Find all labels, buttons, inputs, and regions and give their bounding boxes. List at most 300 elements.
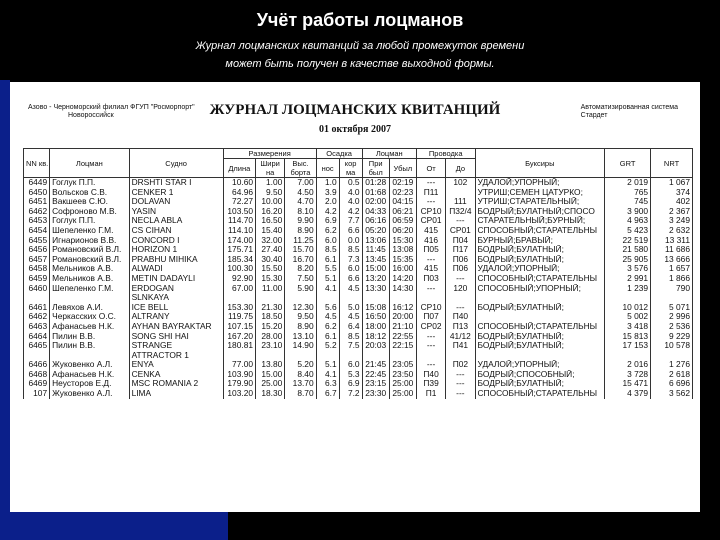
table-cell: 25.00 [256,379,285,389]
table-cell [285,293,316,303]
table-cell: 16.20 [256,207,285,217]
col-vessel: Судно [129,149,223,178]
slide-subtitle-line2: может быть получен в качестве выходной формы. [225,58,495,70]
table-cell [256,351,285,361]
table-cell: БОДРЫЙ;БУЛАТНЫЙ; [475,332,605,342]
table-cell [339,293,362,303]
table-cell [223,293,255,303]
table-cell: 4.0 [339,188,362,198]
table-cell: 18:00 [362,322,389,332]
table-cell: --- [416,197,445,207]
table-cell: 04:33 [362,207,389,217]
table-cell [50,351,129,361]
table-cell: П1 [416,389,445,399]
table-cell: 7.3 [339,255,362,265]
table-cell: 3 249 [651,216,693,226]
table-cell: YASIN [129,207,223,217]
table-row [24,188,693,198]
table-cell: --- [446,274,475,284]
table-cell: СПОСОБНЫЙ;СТАРАТЕЛЬНЫ [475,226,605,236]
table-cell: П02 [446,360,475,370]
table-row [24,245,693,255]
table-cell: 25:00 [389,379,416,389]
table-cell: 5.5 [316,264,339,274]
table-cell: 6459 [24,274,50,284]
table-cell: 6.2 [316,322,339,332]
table-cell: 32.00 [256,236,285,246]
table-cell: 10.00 [256,197,285,207]
table-cell: П11 [416,188,445,198]
table-cell: 103.90 [223,370,255,380]
table-cell: 5 423 [605,226,651,236]
col-to: До [446,159,475,178]
system-line2: Стардет [580,112,608,119]
table-cell: П06 [446,255,475,265]
table-cell: 15.00 [256,370,285,380]
table-cell: 1 067 [651,178,693,188]
table-row [24,332,693,342]
table-cell: 7.2 [339,389,362,399]
table-cell: 5.0 [339,303,362,313]
table-cell: 2 536 [651,322,693,332]
table-cell: 8.5 [316,245,339,255]
table-cell: 2.0 [316,197,339,207]
table-cell: 15.50 [256,264,285,274]
table-cell: П40 [416,370,445,380]
table-cell: LIMA [129,389,223,399]
table-cell: 22 519 [605,236,651,246]
table-cell: 11:45 [362,245,389,255]
table-cell: 6465 [24,341,50,351]
table-cell: 8.90 [285,322,316,332]
table-cell: 13.70 [285,379,316,389]
table-cell: СР02 [416,322,445,332]
table-cell: П40 [446,312,475,322]
table-cell: 18.50 [256,312,285,322]
table-cell: 21:45 [362,360,389,370]
table-cell: 6.3 [316,379,339,389]
table-body [24,178,693,399]
table-cell: 02:00 [362,197,389,207]
col-width: Шири на [256,159,285,178]
table-cell: 2 367 [651,207,693,217]
table-cell: 0.0 [339,236,362,246]
col-pilot-group: Лоцман [362,149,416,159]
table-cell: 185.34 [223,255,255,265]
col-draft: Осадка [316,149,362,159]
table-cell: П17 [446,245,475,255]
table-cell [223,351,255,361]
table-cell: 3 418 [605,322,651,332]
table-cell: --- [446,216,475,226]
table-cell: METIN DADAYLI [129,274,223,284]
table-cell: БОДРЫЙ;БУЛАТНЫЙ; [475,245,605,255]
table-cell: 12.30 [285,303,316,313]
table-cell [285,351,316,361]
pilot-receipts-table [23,148,693,399]
table-cell: 18.30 [256,389,285,399]
table-cell: AYHAN BAYRAKTAR [129,322,223,332]
table-cell: ERDOGAN [129,284,223,294]
table-cell: 13:20 [362,274,389,284]
table-cell: 28.00 [256,332,285,342]
table-cell: --- [446,379,475,389]
table-cell: 6457 [24,255,50,265]
table-row [24,197,693,207]
bottom-blue-band [0,510,228,540]
table-cell: 114.10 [223,226,255,236]
table-cell: 6466 [24,360,50,370]
table-cell: 4.1 [316,284,339,294]
table-cell: 17 153 [605,341,651,351]
table-cell: 13 311 [651,236,693,246]
table-cell: 167.20 [223,332,255,342]
table-cell: 13:30 [362,284,389,294]
table-row [24,370,693,380]
table-cell: УДАЛОЙ;УПОРНЫЙ; [475,264,605,274]
table-cell: 01:28 [362,178,389,188]
table-row [24,255,693,265]
table-cell: 119.75 [223,312,255,322]
table-cell: УДАЛОЙ;УПОРНЫЙ; [475,360,605,370]
table-cell: 5.90 [285,284,316,294]
table-cell: 6.9 [316,216,339,226]
table-cell: 3 728 [605,370,651,380]
col-stern: кор ма [339,159,362,178]
table-cell: Шепеленко Г.М. [50,226,129,236]
table-row [24,312,693,322]
col-grt: GRT [605,149,651,178]
table-cell: CENKA [129,370,223,380]
col-dimensions: Размерения [223,149,316,159]
table-row [24,216,693,226]
table-cell: БОДРЫЙ;БУЛАТНЫЙ; [475,255,605,265]
col-bow: нос [316,159,339,178]
table-cell: Левяхов А.И. [50,303,129,313]
col-from: От [416,159,445,178]
table-row [24,322,693,332]
table-cell: 111 [446,197,475,207]
table-cell: 175.71 [223,245,255,255]
table-cell: 3 576 [605,264,651,274]
table-cell: 23:50 [389,370,416,380]
table-cell: ICE BELL [129,303,223,313]
table-cell: 415 [416,226,445,236]
table-cell: 174.00 [223,236,255,246]
table-cell: 21:10 [389,322,416,332]
table-cell: 6.6 [339,274,362,284]
table-cell: БОДРЫЙ;БУЛАТНЫЙ;СПОСО [475,207,605,217]
table-row [24,379,693,389]
table-cell: 402 [651,197,693,207]
table-cell: 5.1 [316,274,339,284]
table-cell: П41 [446,341,475,351]
table-cell: 01:68 [362,188,389,198]
table-cell: 2 019 [605,178,651,188]
table-cell: 6.0 [339,360,362,370]
table-cell: 5 071 [651,303,693,313]
table-cell: 4 963 [605,216,651,226]
table-cell: CENKER 1 [129,188,223,198]
table-cell: 415 [416,264,445,274]
table-cell: 22:45 [362,370,389,380]
table-cell: DRSHTI STAR I [129,178,223,188]
table-cell [50,293,129,303]
table-cell: Софроново М.В. [50,207,129,217]
table-cell: 9.50 [285,312,316,322]
table-cell: 6461 [24,303,50,313]
journal-date: 01 октября 2007 [319,124,391,135]
table-cell: 6456 [24,245,50,255]
table-cell: --- [446,370,475,380]
table-cell: П05 [416,245,445,255]
table-cell [362,293,389,303]
table-cell: УТРИШ;СТАРАТЕЛЬНЫЙ; [475,197,605,207]
table-cell: 6455 [24,236,50,246]
table-cell: 1 657 [651,264,693,274]
table-cell: --- [416,178,445,188]
col-passage: Проводка [416,149,475,159]
table-cell: 10 012 [605,303,651,313]
table-cell [256,293,285,303]
table-cell: 6460 [24,284,50,294]
table-cell [24,293,50,303]
table-cell: 6464 [24,332,50,342]
table-cell: Пилин В.В. [50,332,129,342]
table-cell: --- [446,389,475,399]
table-row [24,207,693,217]
table-cell: 30.40 [256,255,285,265]
table-cell: СПОСОБНЫЙ;СТАРАТЕЛЬНЫ [475,322,605,332]
table-cell: 2 996 [651,312,693,322]
table-cell: 6.1 [316,332,339,342]
table-cell: 27.40 [256,245,285,255]
table-cell: 6462 [24,312,50,322]
table-cell: 7.5 [339,341,362,351]
table-cell: CONCORD I [129,236,223,246]
table-cell: 15 813 [605,332,651,342]
table-cell: CS CIHAN [129,226,223,236]
org-line1: Азово - Черноморский филиал ФГУП "Росморпорт" [28,104,195,111]
table-cell: 6.4 [339,322,362,332]
table-cell: УДАЛОЙ;УПОРНЫЙ; [475,178,605,188]
table-cell: 153.30 [223,303,255,313]
table-cell: 6463 [24,322,50,332]
table-cell: 21 580 [605,245,651,255]
table-cell: 107.15 [223,322,255,332]
table-cell: П04 [446,236,475,246]
table-cell: 06:21 [389,207,416,217]
table-cell: 765 [605,188,651,198]
table-cell: 790 [651,284,693,294]
table-cell: 11.25 [285,236,316,246]
table-cell: 7.50 [285,274,316,284]
table-row [24,284,693,294]
table-cell: ENYA [129,360,223,370]
table-cell: 6.0 [339,264,362,274]
table-cell: 64.96 [223,188,255,198]
table-cell: Вольсков С.В. [50,188,129,198]
table-cell: 3.9 [316,188,339,198]
table-cell: 6 696 [651,379,693,389]
table-cell: 8.5 [339,332,362,342]
table-cell: 21.30 [256,303,285,313]
table-cell: SLNKAYA [129,293,223,303]
table-cell: 10.60 [223,178,255,188]
table-cell: Игнарионов В.В. [50,236,129,246]
table-cell: П03 [416,274,445,284]
system-line1: Автоматизированная система [580,104,678,111]
table-cell: 1 866 [651,274,693,284]
table-cell: 15:30 [389,236,416,246]
table-cell: ATTRACTOR 1 [129,351,223,361]
table-cell: Гоглук П.П. [50,178,129,188]
table-cell: 1 276 [651,360,693,370]
table-cell: БОДРЫЙ;БУЛАТНЫЙ; [475,341,605,351]
table-cell: 180.81 [223,341,255,351]
table-cell: 7.00 [285,178,316,188]
table-cell: Пилин В.В. [50,341,129,351]
table-cell: 114.70 [223,216,255,226]
col-arrived: При был [362,159,389,178]
table-cell: 67.00 [223,284,255,294]
table-cell: ALTRANY [129,312,223,322]
table-cell: 4.5 [339,312,362,322]
table-cell [416,293,445,303]
table-cell [389,293,416,303]
table-row [24,264,693,274]
table-cell: 103.50 [223,207,255,217]
table-cell [475,351,605,361]
table-cell [475,293,605,303]
table-cell: 20:03 [362,341,389,351]
table-cell: 10 578 [651,341,693,351]
table-cell: 9.50 [256,188,285,198]
table-cell: 8.40 [285,370,316,380]
table-cell: Афанасьев Н.К. [50,370,129,380]
col-pilot: Лоцман [50,149,129,178]
table-cell: 8.70 [285,389,316,399]
table-cell: 100.30 [223,264,255,274]
table-cell: 23.10 [256,341,285,351]
table-cell: УТРИШ;СЕМЕН ЦАТУРКО; [475,188,605,198]
table-cell: 6458 [24,264,50,274]
table-cell: STRANGE [129,341,223,351]
col-nrt: NRT [651,149,693,178]
table-cell: 6462 [24,207,50,217]
org-line2: Новороссийск [68,112,114,119]
table-cell: 6469 [24,379,50,389]
table-cell: 23:30 [362,389,389,399]
table-cell: --- [416,255,445,265]
table-cell: 11 686 [651,245,693,255]
table-cell: 8.5 [339,245,362,255]
table-cell: 1.00 [256,178,285,188]
table-cell: 416 [416,236,445,246]
table-cell: 23:05 [389,360,416,370]
table-cell [316,293,339,303]
table-cell: 3 900 [605,207,651,217]
table-cell: СПОСОБНЫЙ;УПОРНЫЙ; [475,284,605,294]
table-cell: БОДРЫЙ;БУЛАТНЫЙ; [475,379,605,389]
table-cell [446,351,475,361]
table-cell: 6468 [24,370,50,380]
table-cell: 4.5 [339,284,362,294]
table-cell: 5.20 [285,360,316,370]
table-cell: БУРНЫЙ;БРАВЫЙ; [475,236,605,246]
table-cell: 92.90 [223,274,255,284]
table-cell: 6450 [24,188,50,198]
table-cell: 4.2 [316,207,339,217]
table-cell: БОДРЫЙ;БУЛАТНЫЙ; [475,303,605,313]
table-cell: 107 [24,389,50,399]
table-cell: 06:20 [389,226,416,236]
table-cell: 15 471 [605,379,651,389]
table-cell: 16:12 [389,303,416,313]
table-cell: --- [416,341,445,351]
table-cell: 16.50 [256,216,285,226]
table-cell: Жуковенко А.Л. [50,389,129,399]
table-cell: Шепеленко Г.М. [50,284,129,294]
table-cell: 15:00 [362,264,389,274]
table-cell: MSC ROMANIA 2 [129,379,223,389]
table-row [24,293,693,303]
table-cell: 15:08 [362,303,389,313]
table-cell: 16:50 [362,312,389,322]
table-cell: Мельников А.В. [50,274,129,284]
table-cell: 8.20 [285,264,316,274]
table-cell: --- [416,360,445,370]
table-cell: 5 002 [605,312,651,322]
col-nn: NN кв. [24,149,50,178]
table-cell: 4.0 [339,197,362,207]
table-cell: 15.70 [285,245,316,255]
table-cell: 6451 [24,197,50,207]
table-cell: 6.1 [316,255,339,265]
table-row [24,389,693,399]
table-cell: 102 [446,178,475,188]
table-cell: 9 229 [651,332,693,342]
table-cell: 2 618 [651,370,693,380]
table-cell: 25 905 [605,255,651,265]
table-cell: Вакшеев С.Ю. [50,197,129,207]
table-row [24,236,693,246]
table-cell: 13 666 [651,255,693,265]
table-cell [605,351,651,361]
table-cell: NECLA ABLA [129,216,223,226]
table-cell: 05:20 [362,226,389,236]
table-cell: 6454 [24,226,50,236]
table-cell: 20:00 [389,312,416,322]
table-cell: 6449 [24,178,50,188]
table-cell: П39 [416,379,445,389]
table-cell: 5.2 [316,341,339,351]
table-cell: 2 991 [605,274,651,284]
table-cell: П06 [446,264,475,274]
table-cell: 1.0 [316,178,339,188]
table-cell: 06:59 [389,216,416,226]
table-cell: 103.20 [223,389,255,399]
table-cell: 2 632 [651,226,693,236]
table-cell: П32/4 [446,207,475,217]
table-cell: 18:12 [362,332,389,342]
table-cell: --- [446,303,475,313]
col-length: Длина [223,159,255,178]
table-cell: 22:15 [389,341,416,351]
table-cell: 6453 [24,216,50,226]
table-cell: SONG SHI HAI [129,332,223,342]
table-cell: 4.1 [316,370,339,380]
